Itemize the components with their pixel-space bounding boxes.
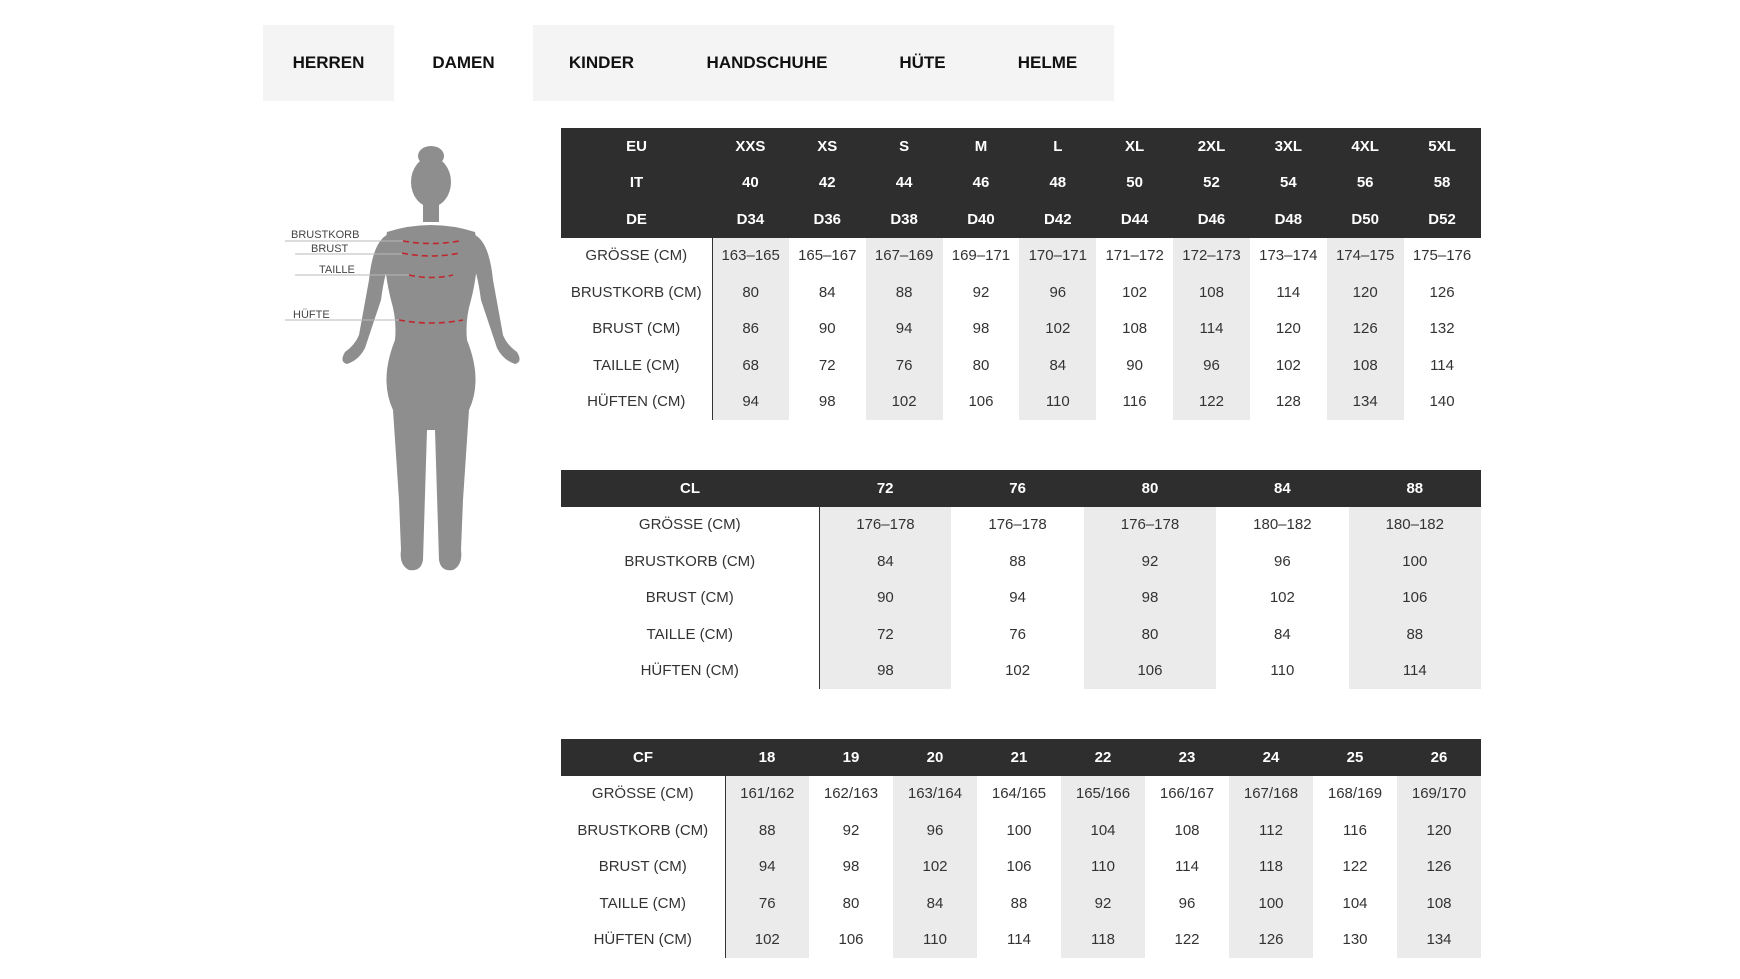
measurement-value: 106 — [1349, 580, 1481, 617]
measurement-value: 176–178 — [1084, 507, 1216, 544]
table-header-row — [561, 201, 1481, 238]
header-size-cell: 80 — [1084, 470, 1216, 507]
measurement-value: 114 — [1007, 931, 1031, 949]
measurement-value: 106 — [838, 931, 864, 949]
measurement-value: 126 — [1397, 849, 1481, 886]
table-row — [561, 849, 1481, 886]
measurement-value: 80 — [972, 356, 990, 374]
header-size-cell: D46 — [1173, 201, 1250, 238]
size-table-eu — [561, 128, 1481, 420]
measurement-value: 108 — [1122, 320, 1148, 338]
measurement-value: 88 — [1010, 894, 1028, 912]
header-size-cell: 46 — [943, 165, 1020, 202]
measurement-value: 126 — [1229, 922, 1313, 959]
table-row — [561, 812, 1481, 849]
table-row — [561, 616, 1481, 653]
tab-kinder[interactable]: KINDER — [568, 53, 635, 72]
tab-huete[interactable]: HÜTE — [899, 53, 946, 72]
measurement-value: 106 — [1006, 858, 1032, 876]
header-size-cell: 72 — [819, 470, 951, 507]
header-label-cell: EU — [561, 128, 712, 165]
measurement-value: 140 — [1429, 393, 1455, 411]
measurement-value: 80 — [842, 894, 860, 912]
table-row — [561, 238, 1481, 275]
measurement-value: 72 — [819, 616, 951, 653]
header-label-cell: CF — [561, 739, 725, 776]
tab-herren[interactable]: HERREN — [292, 53, 365, 72]
measurement-value: 104 — [1342, 894, 1368, 912]
measurement-value: 90 — [818, 320, 836, 338]
measurement-label: GRÖSSE (CM) — [561, 238, 712, 275]
measurement-value: 164/165 — [991, 785, 1047, 803]
measurement-value: 173–174 — [1259, 247, 1318, 265]
tab-helme[interactable]: HELME — [1017, 53, 1078, 72]
header-size-cell: XXS — [712, 128, 789, 165]
header-size-cell: 26 — [1397, 739, 1481, 776]
measurement-value: 104 — [1061, 812, 1145, 849]
measurement-value: 84 — [819, 543, 951, 580]
measurement-value: 130 — [1342, 931, 1368, 949]
header-size-cell: 52 — [1173, 165, 1250, 202]
table-row — [561, 311, 1481, 348]
measurement-value: 172–173 — [1173, 238, 1250, 275]
measurement-value: 98 — [842, 858, 860, 876]
measurement-value: 76 — [866, 347, 943, 384]
header-size-cell: 18 — [725, 739, 809, 776]
measurement-value: 118 — [1061, 922, 1145, 959]
measurement-value: 92 — [1061, 885, 1145, 922]
measurement-value: 106 — [968, 393, 994, 411]
measurement-value: 126 — [1429, 283, 1455, 301]
measurement-value: 102 — [1005, 662, 1031, 680]
header-size-cell: M — [943, 128, 1020, 165]
measurement-value: 98 — [972, 320, 990, 338]
measurement-value: 76 — [1009, 625, 1026, 643]
measurement-value: 102 — [1122, 283, 1148, 301]
header-size-cell: 24 — [1229, 739, 1313, 776]
tab-handschuhe[interactable]: HANDSCHUHE — [706, 53, 828, 72]
measurement-value: 108 — [1327, 347, 1404, 384]
measurement-value: 102 — [1019, 311, 1096, 348]
measurement-value: 176–178 — [988, 516, 1047, 534]
measurement-label: TAILLE (CM) — [561, 347, 712, 384]
measurement-label: TAILLE (CM) — [561, 616, 819, 653]
measurement-value: 102 — [1269, 589, 1295, 607]
measurement-value: 114 — [1175, 858, 1199, 876]
measurement-value: 114 — [1276, 283, 1301, 301]
measurement-value: 126 — [1327, 311, 1404, 348]
measurement-value: 165–167 — [798, 247, 857, 265]
table-row — [561, 653, 1481, 690]
measurement-value: 84 — [1019, 347, 1096, 384]
measurement-value: 94 — [725, 849, 809, 886]
measurement-value: 88 — [1349, 616, 1481, 653]
header-size-cell: 40 — [712, 165, 789, 202]
header-size-cell: 76 — [951, 470, 1083, 507]
measurement-value: 122 — [1173, 384, 1250, 421]
measurement-value: 88 — [725, 812, 809, 849]
body-measurement-figure — [285, 140, 545, 580]
header-size-cell: D52 — [1404, 201, 1481, 238]
measurement-value: 96 — [1019, 274, 1096, 311]
measurement-value: 167–169 — [866, 238, 943, 275]
measurement-value: 108 — [1173, 274, 1250, 311]
measurement-value: 180–182 — [1349, 507, 1481, 544]
measurement-value: 114 — [1173, 311, 1250, 348]
measurement-value: 84 — [1274, 625, 1291, 643]
measurement-label: GRÖSSE (CM) — [561, 776, 725, 813]
measurement-value: 76 — [725, 885, 809, 922]
measurement-label: BRUST (CM) — [561, 849, 725, 886]
label-brust: BRUST — [311, 243, 349, 255]
header-size-cell: 20 — [893, 739, 977, 776]
header-size-cell: 56 — [1327, 165, 1404, 202]
measurement-value: 86 — [712, 311, 789, 348]
measurement-value: 134 — [1327, 384, 1404, 421]
header-size-cell: S — [866, 128, 943, 165]
measurement-value: 72 — [818, 356, 836, 374]
header-size-cell: L — [1019, 128, 1096, 165]
female-silhouette-icon — [285, 140, 545, 580]
measurement-value: 134 — [1397, 922, 1481, 959]
measurement-value: 163/164 — [893, 776, 977, 813]
measurement-value: 90 — [819, 580, 951, 617]
measurement-label: HÜFTEN (CM) — [561, 384, 712, 421]
measurement-value: 110 — [1270, 662, 1295, 680]
header-size-cell: 19 — [809, 739, 893, 776]
table-row — [561, 384, 1481, 421]
measurement-value: 108 — [1174, 821, 1200, 839]
measurement-value: 92 — [972, 283, 990, 301]
measurement-value: 96 — [1178, 894, 1196, 912]
label-huefte: HÜFTE — [293, 309, 330, 321]
measurement-value: 128 — [1275, 393, 1301, 411]
measurement-value: 96 — [893, 812, 977, 849]
header-size-cell: 50 — [1096, 165, 1173, 202]
measurement-value: 114 — [1430, 356, 1454, 374]
measurement-value: 98 — [818, 393, 836, 411]
measurement-label: HÜFTEN (CM) — [561, 922, 725, 959]
measurement-value: 80 — [712, 274, 789, 311]
header-size-cell: 22 — [1061, 739, 1145, 776]
size-table-cf — [561, 739, 1481, 958]
measurement-value: 166/167 — [1159, 785, 1215, 803]
measurement-value: 163–165 — [712, 238, 789, 275]
header-label-cell: CL — [561, 470, 819, 507]
table-row — [561, 274, 1481, 311]
header-size-cell: D48 — [1250, 201, 1327, 238]
measurement-value: 94 — [866, 311, 943, 348]
header-size-cell: 48 — [1019, 165, 1096, 202]
header-size-cell: 58 — [1404, 165, 1481, 202]
header-size-cell: D40 — [943, 201, 1020, 238]
label-brustkorb: BRUSTKORB — [291, 229, 360, 241]
measurement-value: 100 — [1349, 543, 1481, 580]
header-size-cell: 54 — [1250, 165, 1327, 202]
measurement-value: 108 — [1397, 885, 1481, 922]
header-size-cell: D36 — [789, 201, 866, 238]
table-row — [561, 922, 1481, 959]
header-size-cell: D38 — [866, 201, 943, 238]
header-size-cell: 42 — [789, 165, 866, 202]
measurement-value: 114 — [1349, 653, 1481, 690]
measurement-value: 167/168 — [1229, 776, 1313, 813]
measurement-label: BRUSTKORB (CM) — [561, 812, 725, 849]
measurement-value: 96 — [1274, 552, 1291, 570]
measurement-value: 110 — [1061, 849, 1145, 886]
measurement-label: BRUST (CM) — [561, 580, 819, 617]
header-size-cell: 84 — [1216, 470, 1348, 507]
header-size-cell: 5XL — [1404, 128, 1481, 165]
measurement-value: 80 — [1084, 616, 1216, 653]
table-header-row — [561, 739, 1481, 776]
measurement-value: 132 — [1429, 320, 1455, 338]
measurement-value: 170–171 — [1019, 238, 1096, 275]
header-size-cell: D44 — [1096, 201, 1173, 238]
measurement-label: BRUSTKORB (CM) — [561, 543, 819, 580]
table-header-row — [561, 165, 1481, 202]
measurement-value: 175–176 — [1412, 247, 1472, 265]
measurement-value: 118 — [1229, 849, 1313, 886]
measurement-value: 120 — [1397, 812, 1481, 849]
measurement-value: 90 — [1126, 356, 1143, 374]
measurement-value: 102 — [893, 849, 977, 886]
measurement-value: 110 — [893, 922, 977, 959]
measurement-value: 171–172 — [1105, 247, 1164, 265]
category-tabs — [263, 25, 1114, 101]
measurement-value: 116 — [1122, 393, 1147, 411]
header-size-cell: 23 — [1145, 739, 1229, 776]
measurement-value: 102 — [725, 922, 809, 959]
header-label-cell: IT — [561, 165, 712, 202]
measurement-value: 68 — [712, 347, 789, 384]
measurement-value: 110 — [1019, 384, 1096, 421]
tab-damen[interactable]: DAMEN — [394, 25, 533, 101]
header-size-cell: 44 — [866, 165, 943, 202]
header-size-cell: D34 — [712, 201, 789, 238]
measurement-value: 88 — [866, 274, 943, 311]
measurement-value: 102 — [1275, 356, 1301, 374]
measurement-value: 94 — [712, 384, 789, 421]
measurement-value: 92 — [1084, 543, 1216, 580]
table-row — [561, 543, 1481, 580]
measurement-value: 120 — [1275, 320, 1301, 338]
measurement-value: 84 — [818, 283, 836, 301]
measurement-value: 84 — [893, 885, 977, 922]
header-size-cell: 3XL — [1250, 128, 1327, 165]
measurement-value: 100 — [1229, 885, 1313, 922]
measurement-value: 100 — [1006, 821, 1032, 839]
label-taille: TAILLE — [319, 264, 355, 276]
measurement-value: 176–178 — [819, 507, 951, 544]
header-size-cell: 21 — [977, 739, 1061, 776]
table-header-row — [561, 128, 1481, 165]
measurement-value: 112 — [1229, 812, 1313, 849]
measurement-value: 162/163 — [823, 785, 879, 803]
measurement-label: BRUST (CM) — [561, 311, 712, 348]
header-size-cell: XS — [789, 128, 866, 165]
measurement-value: 92 — [842, 821, 860, 839]
measurement-value: 120 — [1327, 274, 1404, 311]
measurement-value: 161/162 — [725, 776, 809, 813]
table-header-row — [561, 470, 1481, 507]
measurement-label: BRUSTKORB (CM) — [561, 274, 712, 311]
table-row — [561, 776, 1481, 813]
measurement-value: 94 — [1009, 589, 1026, 607]
measurement-value: 169–171 — [951, 247, 1011, 265]
header-label-cell: DE — [561, 201, 712, 238]
measurement-value: 165/166 — [1061, 776, 1145, 813]
measurement-value: 174–175 — [1327, 238, 1404, 275]
table-row — [561, 885, 1481, 922]
measurement-value: 116 — [1343, 821, 1367, 839]
measurement-value: 88 — [1009, 552, 1026, 570]
measurement-value: 168/169 — [1327, 785, 1383, 803]
header-size-cell: D50 — [1327, 201, 1404, 238]
header-size-cell: D42 — [1019, 201, 1096, 238]
measurement-value: 106 — [1084, 653, 1216, 690]
header-size-cell: 2XL — [1173, 128, 1250, 165]
measurement-value: 102 — [866, 384, 943, 421]
table-row — [561, 347, 1481, 384]
header-size-cell: 25 — [1313, 739, 1397, 776]
measurement-value: 122 — [1342, 858, 1368, 876]
measurement-value: 96 — [1173, 347, 1250, 384]
header-size-cell: 88 — [1349, 470, 1481, 507]
measurement-label: TAILLE (CM) — [561, 885, 725, 922]
measurement-value: 169/170 — [1397, 776, 1481, 813]
measurement-value: 180–182 — [1253, 516, 1312, 534]
measurement-label: GRÖSSE (CM) — [561, 507, 819, 544]
measurement-value: 122 — [1174, 931, 1200, 949]
measurement-value: 98 — [819, 653, 951, 690]
header-size-cell: XL — [1096, 128, 1173, 165]
measurement-label: HÜFTEN (CM) — [561, 653, 819, 690]
measurement-value: 98 — [1084, 580, 1216, 617]
table-row — [561, 507, 1481, 544]
table-row — [561, 580, 1481, 617]
header-size-cell: 4XL — [1327, 128, 1404, 165]
size-table-cl — [561, 470, 1481, 689]
